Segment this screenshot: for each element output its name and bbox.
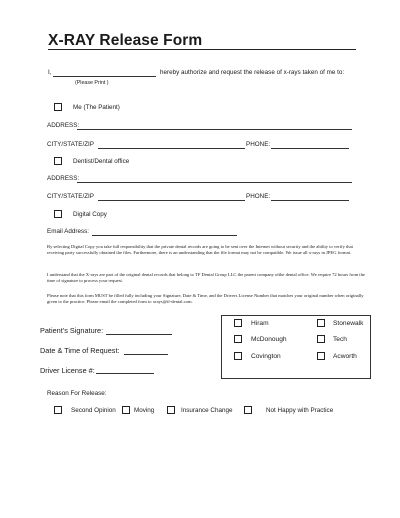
location-label-acworth: Acworth	[333, 353, 357, 360]
location-checkbox-covington[interactable]	[234, 352, 242, 360]
dentist-phone-label: PHONE:	[246, 193, 271, 200]
date-time-label: Date & Time of Request:	[40, 346, 120, 355]
patient-name-field[interactable]	[53, 76, 156, 77]
dentist-checkbox[interactable]	[54, 157, 62, 165]
location-checkbox-mcdonough[interactable]	[234, 335, 242, 343]
patient-address-field[interactable]	[77, 129, 352, 130]
instructions-paragraph: Please note that this form MUST be filled fully including your Signature, Date & Time, and the Drivers License Number that matches your original number when originally given to the practice. Please email the completed form to xrays@tf-dental.com.	[47, 293, 364, 305]
dentist-city-label: CITY/STATE/ZIP	[47, 193, 94, 200]
form-title: X-RAY Release Form	[48, 32, 203, 49]
driver-license-label: Driver License #:	[40, 366, 95, 375]
dentist-option-label: Dentist/Dental office	[73, 158, 130, 165]
patient-signature-label: Patient’s Signature:	[40, 326, 104, 335]
dentist-address-label: ADDRESS:	[47, 175, 80, 182]
location-label-covington: Covington	[251, 353, 281, 360]
patient-address-label: ADDRESS:	[47, 122, 80, 129]
patient-phone-label: PHONE:	[246, 141, 271, 148]
reason-label-not-happy: Not Happy with Practice	[266, 407, 334, 414]
digital-copy-label: Digital Copy	[73, 211, 107, 218]
location-checkbox-acworth[interactable]	[317, 352, 325, 360]
reason-checkbox-moving[interactable]	[122, 406, 130, 414]
patient-city-field[interactable]	[98, 148, 245, 149]
title-underline	[48, 49, 356, 50]
location-label-tech: Tech	[333, 336, 347, 343]
location-label-hiram: Hiram	[251, 320, 269, 327]
email-label: Email Address:	[47, 228, 89, 235]
reason-label: Reason For Release:	[47, 390, 107, 397]
reason-checkbox-second-opinion[interactable]	[54, 406, 62, 414]
reason-checkbox-insurance-change[interactable]	[167, 406, 175, 414]
reason-label-second-opinion: Second Opinion	[71, 407, 116, 414]
digital-copy-checkbox[interactable]	[54, 210, 62, 218]
dentist-city-field[interactable]	[98, 200, 245, 201]
patient-phone-field[interactable]	[271, 148, 349, 149]
location-label-mcdonough: McDonough	[251, 336, 287, 343]
patient-city-label: CITY/STATE/ZIP	[47, 141, 94, 148]
reason-checkbox-not-happy[interactable]	[244, 406, 252, 414]
location-label-stonewalk: Stonewalk	[333, 320, 364, 327]
location-checkbox-stonewalk[interactable]	[317, 319, 325, 327]
dentist-address-field[interactable]	[77, 182, 352, 183]
patient-option-label: Me (The Patient)	[73, 104, 120, 111]
digital-disclaimer-paragraph: By selecting Digital Copy you take full responsibility that the private dental records are going to be sent over the Internet without security and the ability to verify that receiving party successfully obtained the files. Furthermore, there is an understanding that the file format may not be compatible. We issue all x-rays in JPEG format.	[47, 244, 353, 256]
patient-signature-field[interactable]	[106, 334, 172, 335]
location-checkbox-hiram[interactable]	[234, 319, 242, 327]
authorize-text: hereby authorize and request the release of x-rays taken of me to:	[160, 69, 345, 76]
date-time-field[interactable]	[124, 354, 168, 355]
driver-license-field[interactable]	[96, 373, 154, 374]
reason-label-insurance-change: Insurance Change	[181, 407, 233, 414]
reason-label-moving: Moving	[134, 407, 155, 414]
email-field[interactable]	[92, 235, 237, 236]
ownership-paragraph: I understand that the X-rays are part of the original dental records that belong to TF Dental Group LLC the parent company ofthe dental office. We require 72 hours from the time of signature to process your request.	[47, 272, 365, 284]
location-checkbox-tech[interactable]	[317, 335, 325, 343]
patient-checkbox[interactable]	[54, 103, 62, 111]
please-print-hint: (Please Print )	[75, 80, 109, 86]
authorize-prefix: I,	[48, 69, 52, 76]
dentist-phone-field[interactable]	[271, 200, 349, 201]
